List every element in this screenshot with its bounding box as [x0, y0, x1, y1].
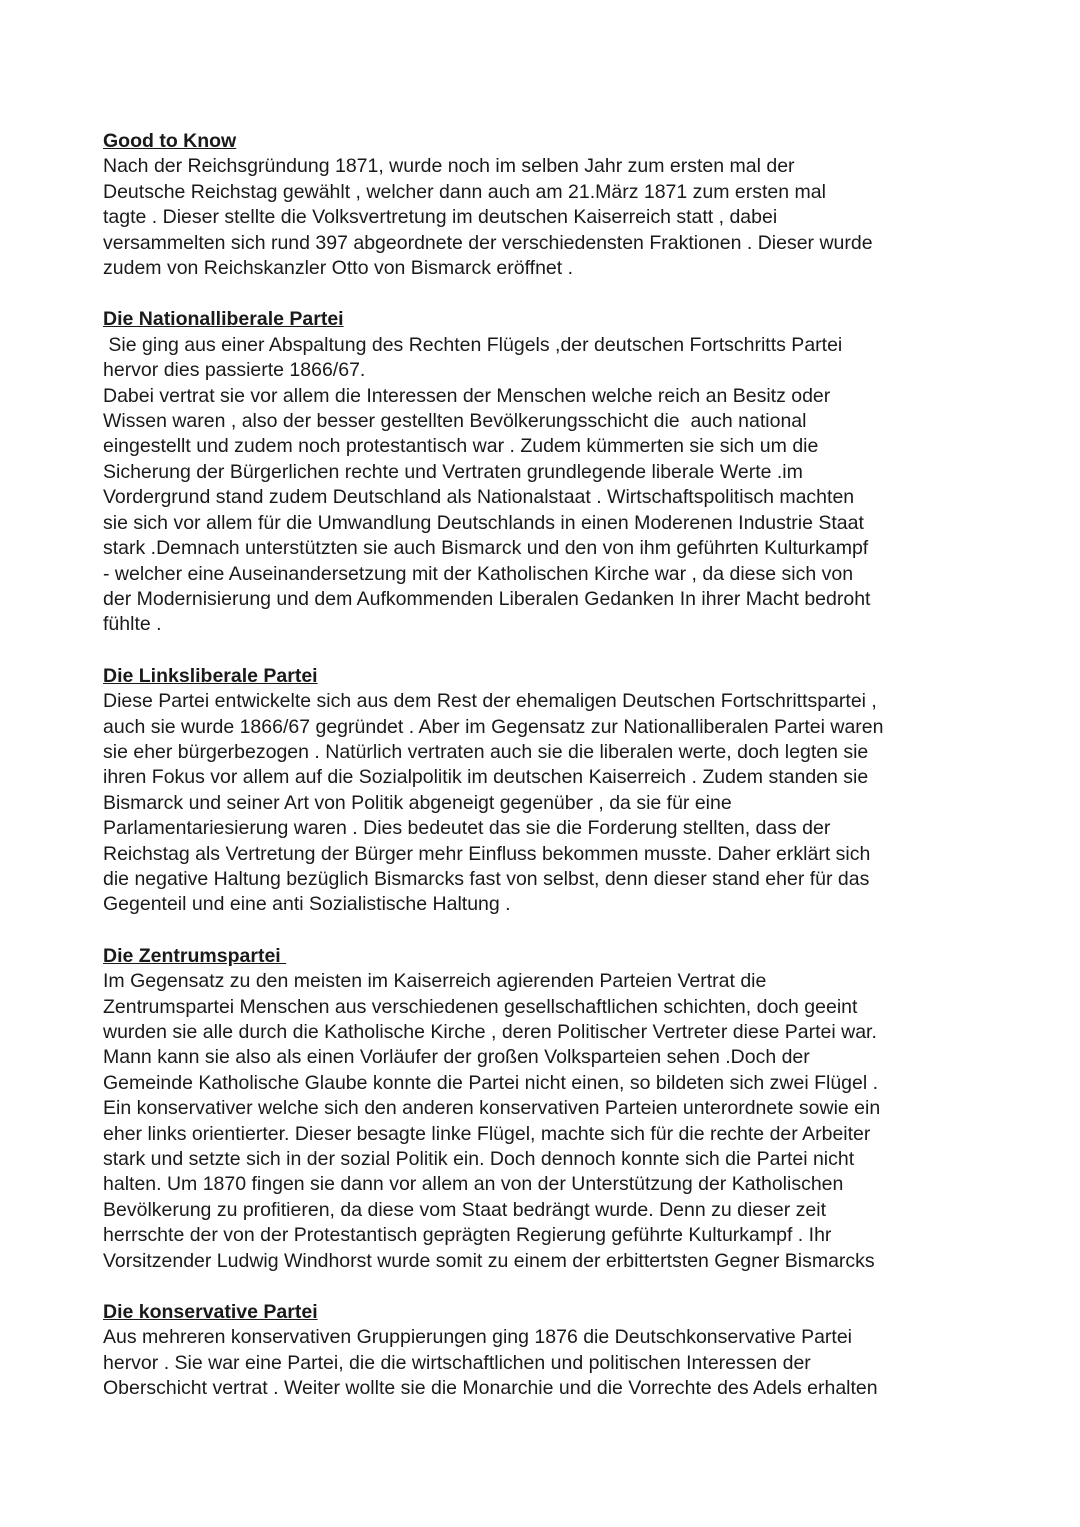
text-line: sie sich vor allem für die Umwandlung Deutschlands in einen Moderenen Industrie Staat [103, 511, 864, 534]
section-nationalliberale-partei [103, 307, 983, 637]
text-line: fühlte . [103, 613, 162, 636]
section-linksliberale-partei [103, 664, 983, 918]
section-heading: Die konservative Partei [103, 1301, 318, 1324]
text-line: hervor . Sie war eine Partei, die die wirtschaftlichen und politischen Interessen der [103, 1351, 811, 1374]
text-line: stark und setzte sich in der sozial Politik ein. Doch dennoch konnte sich die Partei nicht [103, 1148, 855, 1171]
text-line: zudem von Reichskanzler Otto von Bismarck eröffnet . [103, 257, 574, 280]
text-line: halten. Um 1870 fingen sie dann vor allem an von der Unterstützung der Katholischen [103, 1173, 844, 1196]
text-line: Bevölkerung zu profitieren, da diese vom Staat bedrängt wurde. Denn zu dieser zeit [103, 1198, 826, 1221]
text-line: Diese Partei entwickelte sich aus dem Rest der ehemaligen Deutschen Fortschrittspartei , [103, 690, 877, 713]
text-line: Sie ging aus einer Abspaltung des Rechten Flügels ,der deutschen Fortschritts Partei [103, 333, 843, 356]
text-line: wurden sie alle durch die Katholische Kirche , deren Politischer Vertreter diese Partei war. [103, 1021, 877, 1043]
section-heading: Die Linksliberale Partei [103, 664, 318, 687]
text-line: eher links orientierter. Dieser besagte linke Flügel, machte sich für die rechte der Arbeiter [103, 1122, 871, 1145]
document-page [103, 129, 983, 1428]
text-line: Parlamentariesierung waren . Dies bedeutet das sie die Forderung stellten, dass der [103, 817, 831, 840]
section-heading: Die Nationalliberale Partei [103, 308, 344, 331]
text-line: Dabei vertrat sie vor allem die Interessen der Menschen welche reich an Besitz oder [103, 384, 831, 407]
text-line: Reichstag als Vertretung der Bürger mehr Einfluss bekommen musste. Daher erklärt sich [103, 842, 871, 865]
text-line: Wissen waren , also der besser gestellten Bevölkerungsschicht die auch national [103, 410, 807, 433]
text-line: versammelten sich rund 397 abgeordnete der verschiedensten Fraktionen . Dieser wurde [103, 231, 873, 254]
text-line: herrschte der von der Protestantisch geprägten Regierung geführte Kulturkampf . Ihr [103, 1224, 832, 1247]
text-line: Sicherung der Bürgerlichen rechte und Vertraten grundlegende liberale Werte .im [103, 460, 803, 483]
text-line: eingestellt und zudem noch protestantisch war . Zudem kümmerten sie sich um die [103, 435, 819, 458]
text-line: Nach der Reichsgründung 1871, wurde noch im selben Jahr zum ersten mal der [103, 155, 795, 178]
text-line: Gemeinde Katholische Glaube konnte die Partei nicht einen, so bildeten sich zwei Flügel . [103, 1071, 879, 1094]
text-line: der Modernisierung und dem Aufkommenden Liberalen Gedanken In ihrer Macht bedroht [103, 587, 871, 610]
text-line: tagte . Dieser stellte die Volksvertretung im deutschen Kaiserreich statt , dabei [103, 206, 778, 229]
section-konservative-partei [103, 1300, 983, 1402]
text-line: die negative Haltung bezüglich Bismarcks fast von selbst, denn dieser stand eher für das [103, 867, 870, 890]
text-line: Zentrumspartei Menschen aus verschiedenen gesellschaftlichen schichten, doch geeint [103, 995, 858, 1018]
text-line: auch sie wurde 1866/67 gegründet . Aber im Gegensatz zur Nationalliberalen Partei waren [103, 715, 884, 738]
text-line: stark .Demnach unterstützten sie auch Bismarck und den von ihm geführten Kulturkampf [103, 537, 869, 560]
text-line: hervor dies passierte 1866/67. [103, 359, 366, 382]
text-line: Vordergrund stand zudem Deutschland als Nationalstaat . Wirtschaftspolitisch machten [103, 486, 855, 509]
text-line: Ein konservativer welche sich den anderen konservativen Parteien unterordnete sowie ein [103, 1097, 881, 1120]
text-line: Vorsitzender Ludwig Windhorst wurde somit zu einem der erbittertsten Gegner Bismarcks [103, 1249, 875, 1272]
text-line: Im Gegensatz zu den meisten im Kaiserreich agierenden Parteien Vertrat die [103, 970, 767, 993]
text-line: Aus mehreren konservativen Gruppierungen ging 1876 die Deutschkonservative Partei [103, 1326, 853, 1349]
text-line: Bismarck und seiner Art von Politik abgeneigt gegenüber , da sie für eine [103, 791, 732, 814]
text-line: Oberschicht vertrat . Weiter wollte sie die Monarchie und die Vorrechte des Adels erhalten [103, 1377, 878, 1400]
section-zentrumspartei [103, 944, 983, 1274]
text-line: Mann kann sie also als einen Vorläufer der großen Volksparteien sehen .Doch der [103, 1046, 810, 1069]
section-heading: Die Zentrumspartei [103, 944, 287, 967]
text-line: Gegenteil und eine anti Sozialistische Haltung . [103, 893, 511, 916]
text-line: - welcher eine Auseinandersetzung mit der Katholischen Kirche war , da diese sich von [103, 562, 854, 585]
section-good-to-know [103, 129, 983, 281]
text-line: sie eher bürgerbezogen . Natürlich vertraten auch sie die liberalen werte, doch legten sie [103, 740, 869, 763]
section-heading: Good to Know [103, 130, 237, 152]
text-line: ihren Fokus vor allem auf die Sozialpolitik im deutschen Kaiserreich . Zudem standen sie [103, 766, 869, 789]
text-line: Deutsche Reichstag gewählt , welcher dann auch am 21.März 1871 zum ersten mal [103, 180, 826, 203]
